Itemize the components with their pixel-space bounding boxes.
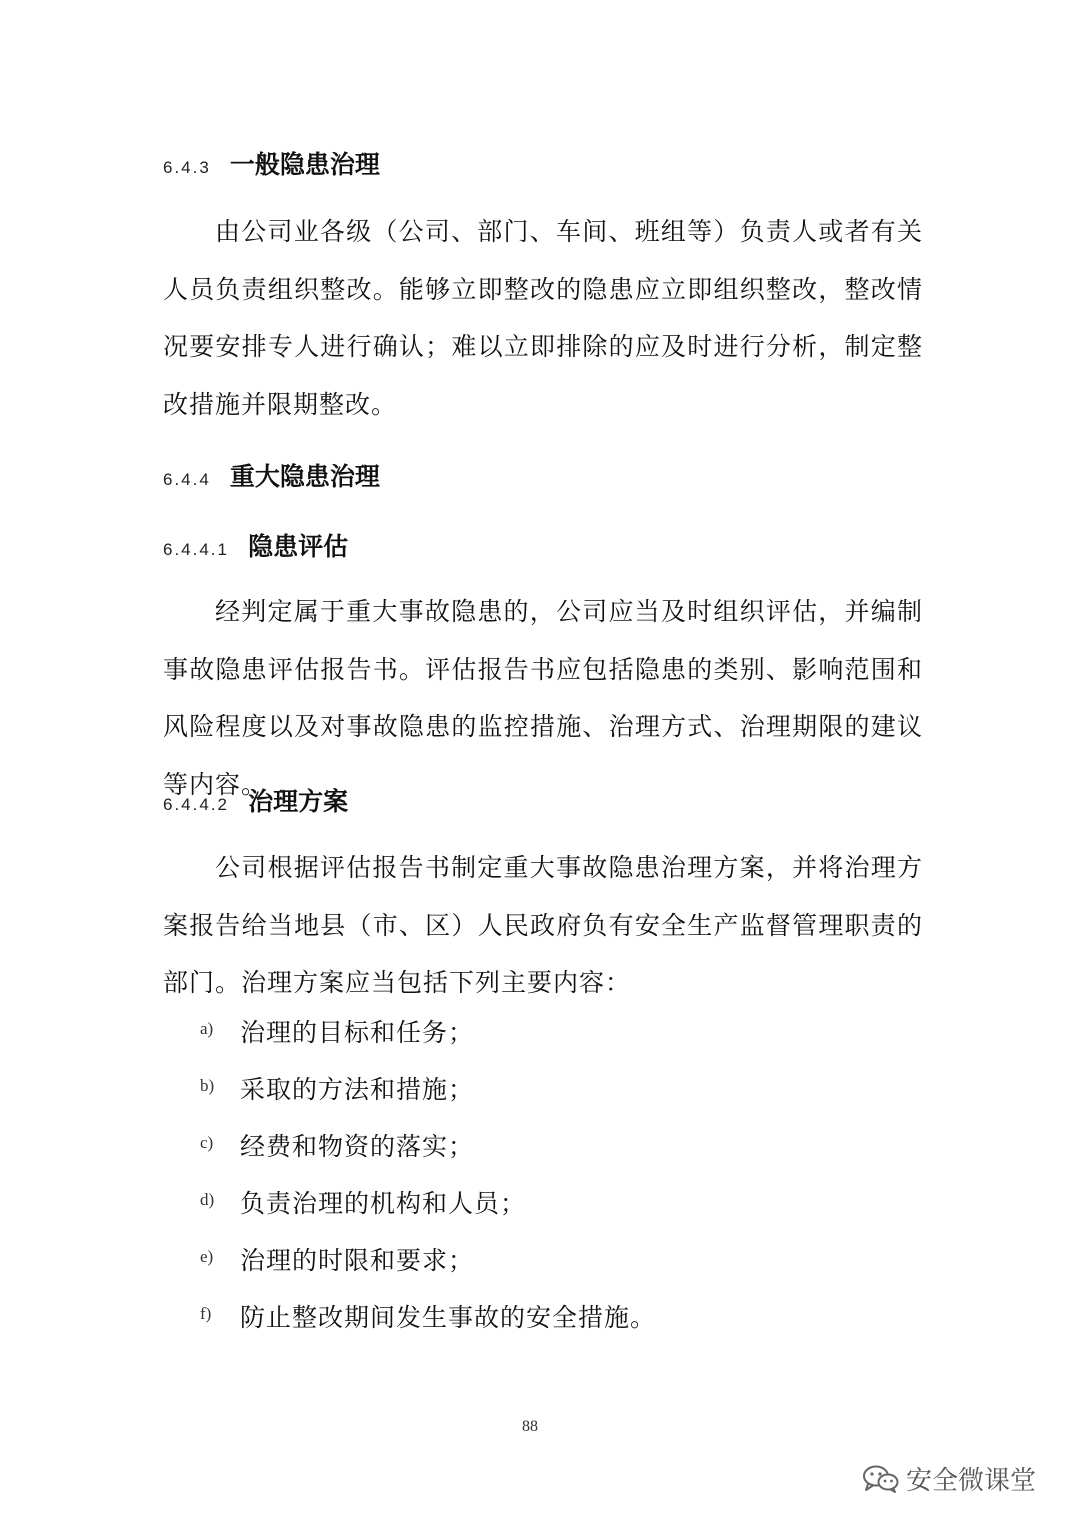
section-number: 6.4.4 (163, 470, 211, 489)
list-marker: f) (200, 1304, 212, 1323)
list-item (200, 1018, 475, 1047)
section-title: 隐患评估 (248, 532, 349, 561)
list-marker: e) (200, 1247, 214, 1266)
section-number: 6.4.4.1 (163, 540, 229, 559)
paragraph-general-hazard: 由公司业各级（公司、部门、车间、班组等）负责人或者有关人员负责组织整改。能够立即整改的隐患应立即组织整改，整改情况要安排专人进行确认；难以立即排除的应及时进行分析，制定整改措施并限期整改。 (163, 217, 923, 419)
section-heading-6-4-4-2 (163, 782, 348, 818)
watermark (862, 1460, 1036, 1497)
list-item (200, 1303, 657, 1332)
section-title: 一般隐患治理 (229, 150, 380, 179)
list-text: 采取的方法和措施； (240, 1075, 475, 1104)
section-title: 重大隐患治理 (229, 462, 380, 491)
section-heading-6-4-3 (163, 145, 380, 181)
list-item (200, 1075, 475, 1104)
list-marker: d) (200, 1190, 215, 1209)
list-text: 治理的目标和任务； (240, 1018, 475, 1047)
list-text: 防止整改期间发生事故的安全措施。 (240, 1303, 657, 1332)
list-marker: c) (200, 1133, 214, 1152)
section-title: 治理方案 (248, 787, 349, 816)
wechat-icon (862, 1464, 900, 1494)
watermark-text: 安全微课堂 (906, 1466, 1037, 1496)
list-text: 负责治理的机构和人员； (240, 1189, 527, 1218)
list-text: 治理的时限和要求； (240, 1246, 475, 1275)
section-number: 6.4.3 (163, 158, 211, 177)
section-heading-6-4-4-1 (163, 527, 348, 563)
page-number: 88 (522, 1418, 538, 1435)
paragraph-treatment-plan: 公司根据评估报告书制定重大事故隐患治理方案，并将治理方案报告给当地县（市、区）人民政府负有安全生产监督管理职责的部门。治理方案应当包括下列主要内容： (163, 853, 923, 997)
list-item (200, 1246, 475, 1275)
section-heading-6-4-4 (163, 457, 380, 493)
list-marker: b) (200, 1076, 215, 1095)
paragraph-hazard-assessment: 经判定属于重大事故隐患的，公司应当及时组织评估，并编制事故隐患评估报告书。评估报告书应包括隐患的类别、影响范围和风险程度以及对事故隐患的监控措施、治理方式、治理期限的建议等内容。 (163, 597, 923, 799)
list-text: 经费和物资的落实； (240, 1132, 475, 1161)
list-marker: a) (200, 1019, 214, 1038)
list-item (200, 1132, 475, 1161)
section-number: 6.4.4.2 (163, 795, 229, 814)
list-item (200, 1189, 527, 1218)
